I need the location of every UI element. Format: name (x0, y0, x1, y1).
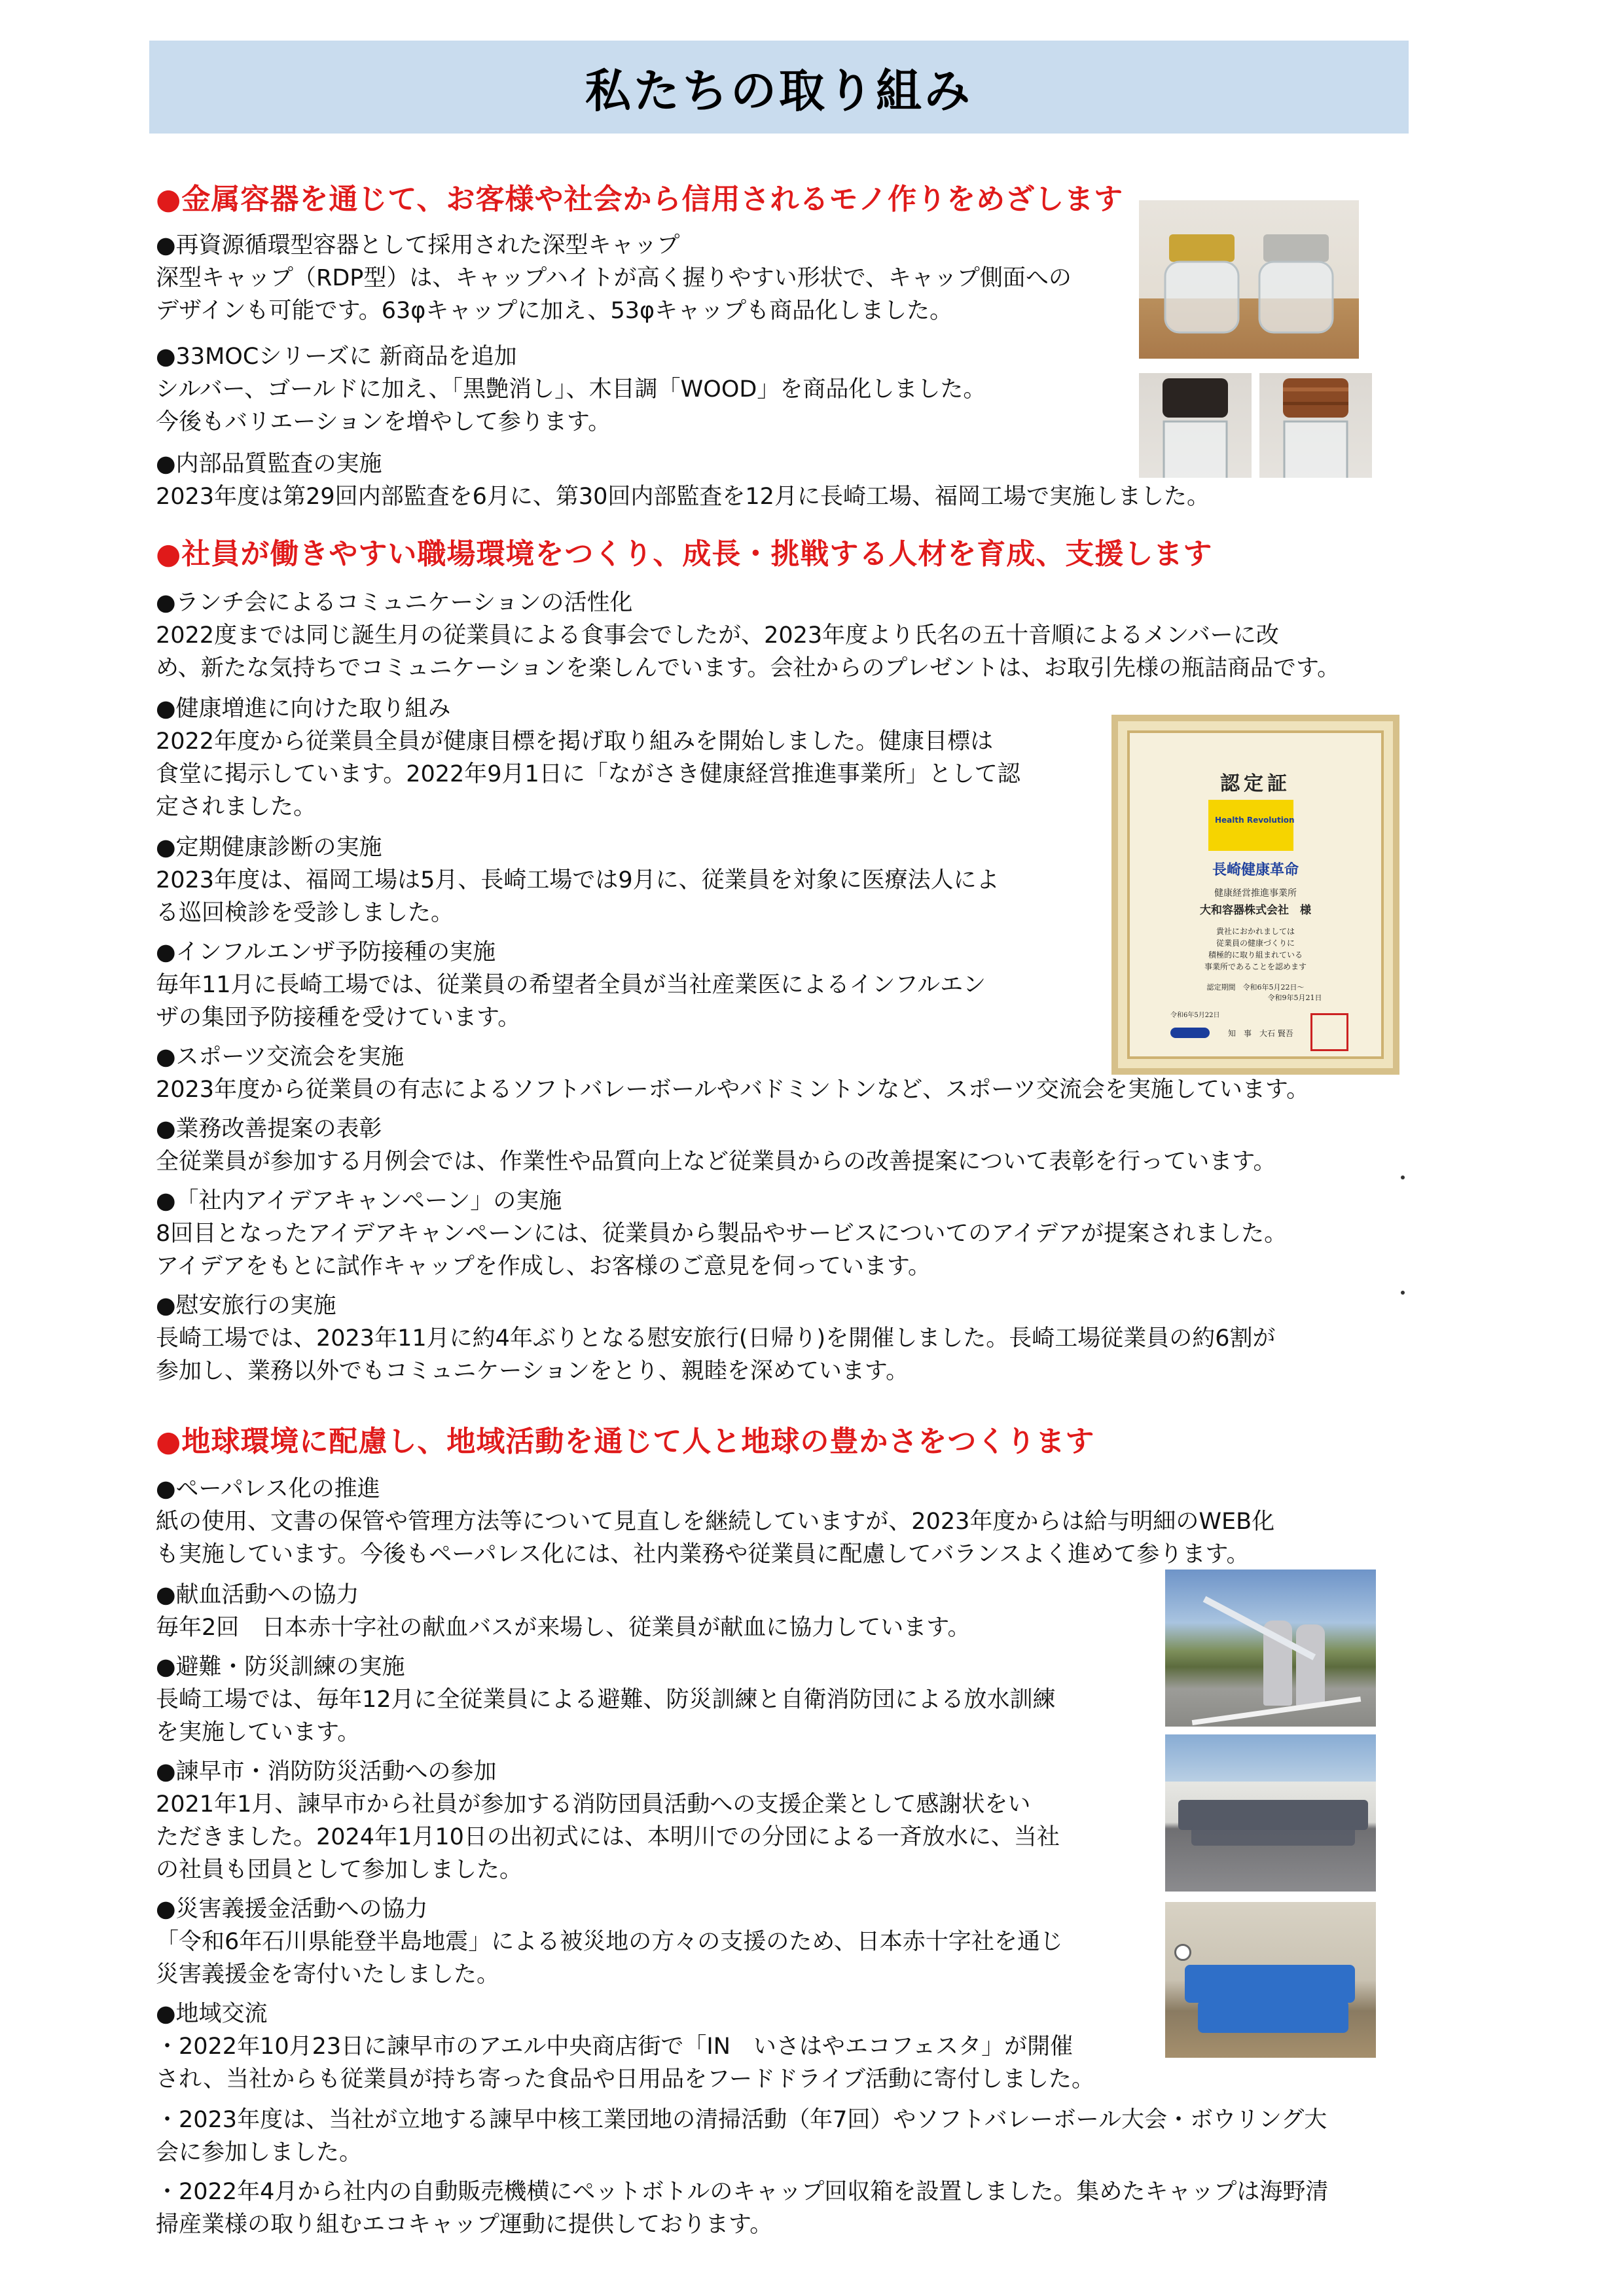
section-heading-work-environment: ●社員が働きやすい職場環境をつくり、成長・挑戦する人材を育成、支援します (156, 537, 1213, 571)
item-community-exchange (156, 1998, 1094, 2096)
item-text: め、新たな気持ちでコミュニケーションを楽しんでいます。会社からのプレゼントは、お取引先様の瓶詰商品です。 (156, 655, 1341, 681)
item-internal-audit (156, 448, 1210, 513)
item-heading: ●再資源循環型容器として採用された深型キャップ (156, 232, 680, 259)
item-health-checkup (156, 831, 1000, 929)
jar-photo-wood-cap (1259, 373, 1372, 478)
item-heading: ●ランチ会によるコミュニケーションの活性化 (156, 590, 633, 616)
item-flu-vaccination (156, 936, 986, 1034)
item-text: 今後もバリエーションを増やして参ります。 (156, 409, 611, 435)
certificate-title: 認定証 (1220, 772, 1291, 795)
silver-cap (1263, 234, 1329, 262)
item-eco-cap (156, 2176, 1328, 2241)
item-text: 深型キャップ（RDP型）は、キャップハイトが高く握りやすい形状で、キャップ側面への (156, 265, 1072, 291)
photo-new-year-fire-review (1165, 1734, 1376, 1892)
certificate-period: 認定期間 令和6年5月22日～ (1206, 983, 1305, 992)
wall-clock-icon (1174, 1944, 1191, 1961)
item-deep-cap (156, 229, 1072, 327)
item-heading: ●災害義援金活動への協力 (156, 1896, 428, 1922)
wood-grain-line (1283, 402, 1348, 405)
item-text: 8回目となったアイデアキャンペーンには、従業員から製品やサービスについてのアイデアが提案されました。 (156, 1221, 1288, 1247)
item-heading: ●定期健康診断の実施 (156, 834, 382, 861)
black-matte-cap (1163, 378, 1228, 418)
wood-grain-cap (1283, 378, 1348, 418)
item-text: 食堂に掲示しています。2022年9月1日に「ながさき健康経営推進事業所」として認 (156, 761, 1020, 787)
item-heading: ●避難・防災訓練の実施 (156, 1654, 405, 1680)
item-paperless (156, 1473, 1274, 1571)
section-heading-environment: ●地球環境に配慮し、地域活動を通じて人と地球の豊かさをつくります (156, 1425, 1095, 1458)
jar-illustration (1259, 373, 1372, 478)
item-text: 2023年度から従業員の有志によるソフトバレーボールやバドミントンなど、スポーツ交流会を実施しています。 (156, 1077, 1310, 1103)
person-in-protective-suit (1296, 1624, 1325, 1707)
page-title: 私たちの取り組み (585, 63, 973, 118)
stray-dot (1401, 1291, 1405, 1295)
item-text: 長崎工場では、毎年12月に全従業員による避難、防災訓練と自衛消防団による放水訓練 (156, 1687, 1056, 1713)
item-text: 参加し、業務以外でもコミュニケーションをとり、親睦を深めています。 (156, 1358, 909, 1384)
jar-photo-black-cap (1139, 373, 1252, 478)
item-lunch-meeting (156, 586, 1340, 685)
item-heading: ●「社内アイデアキャンペーン」の実施 (156, 1188, 562, 1214)
item-heading: ●33MOCシリーズに 新商品を追加 (156, 344, 517, 370)
item-text: 毎年2回 日本赤十字社の献血バスが来場し、従業員が献血に協力しています。 (156, 1615, 971, 1641)
certificate-subtitle: 健康経営推進事業所 (1214, 888, 1297, 899)
glass-jar (1259, 262, 1333, 332)
item-text: も実施しています。今後もペーパレス化には、社内業務や従業員に配慮してバランスよく進めて参ります。 (156, 1541, 1250, 1568)
jar-illustration (1139, 200, 1359, 359)
certificate-recipient: 大和容器株式会社 様 (1200, 904, 1311, 917)
item-heading: ●スポーツ交流会を実施 (156, 1044, 405, 1070)
item-text: 2021年1月、諫早市から社員が参加する消防団員活動への支援企業として感謝状をい (156, 1791, 1031, 1818)
glass-jar (1164, 422, 1227, 478)
certificate-period-end: 令和9年5月21日 (1267, 994, 1322, 1002)
item-text: 2022年度から従業員全員が健康目標を掲げ取り組みを開始しました。健康目標は (156, 728, 994, 755)
item-heading: ●慰安旅行の実施 (156, 1293, 336, 1319)
item-text: を実施しています。 (156, 1719, 361, 1746)
jar-illustration (1139, 373, 1252, 478)
item-text: 全従業員が参加する月例会では、作業性や品質向上など従業員からの改善提案について表彰を行っています。 (156, 1149, 1276, 1175)
photo-water-discharge-drill (1165, 1570, 1376, 1727)
item-text: 掃産業様の取り組むエコキャップ運動に提供しております。 (156, 2212, 773, 2238)
certificate-body-line: 従業員の健康づくりに (1216, 939, 1295, 948)
item-text: 災害義援金を寄付いたしました。 (156, 1962, 500, 1988)
item-text: 2022度までは同じ誕生月の従業員による食事会でしたが、2023年度より氏名の五十音順によるメンバーに改 (156, 622, 1279, 649)
item-text: 2023年度は第29回内部監査を6月に、第30回内部監査を12月に長崎工場、福岡工場で実施しました。 (156, 484, 1210, 510)
item-text: され、当社からも従業員が持ち寄った食品や日用品をフードドライブ活動に寄付しました。 (156, 2066, 1094, 2092)
item-disaster-donation (156, 1893, 1063, 1991)
item-heading: ●業務改善提案の表彰 (156, 1116, 382, 1142)
gold-cap (1169, 234, 1235, 262)
item-text: 長崎工場では、2023年11月に約4年ぶりとなる慰安旅行(日帰り)を開催しました。長崎工場従業員の約6割が (156, 1325, 1276, 1352)
item-text: アイデアをもとに試作キャップを作成し、お客様のご意見を伺っています。 (156, 1253, 931, 1280)
item-improvement-awards (156, 1113, 1276, 1178)
item-text: 毎年11月に長崎工場では、従業員の希望者全員が当社産業医によるインフルエン (156, 972, 986, 998)
glass-jar (1284, 422, 1347, 478)
item-33moc (156, 340, 986, 439)
item-text: 会に参加しました。 (156, 2140, 363, 2166)
item-text: 「令和6年石川県能登半島地震」による被災地の方々の支援のため、日本赤十字社を通じ (156, 1929, 1063, 1955)
item-health-promotion (156, 692, 1020, 823)
flag-logo (1208, 800, 1293, 851)
item-heading: ●健康増進に向けた取り組み (156, 696, 451, 722)
item-text: る巡回検診を受診しました。 (156, 900, 454, 926)
wood-grain-line (1283, 387, 1348, 391)
item-heading: ●地域交流 (156, 2001, 268, 2027)
item-text: ・2022年4月から社内の自動販売機横にペットボトルのキャップ回収箱を設置しました。集めたキャップは海野清 (156, 2179, 1329, 2205)
item-fire-brigade (156, 1755, 1060, 1886)
item-text: 紙の使用、文書の保管や管理方法等について見直しを継続していますが、2023年度からは給与明細のWEB化 (156, 1509, 1275, 1535)
photo-sports-group (1165, 1902, 1376, 2058)
item-blood-donation (156, 1579, 970, 1644)
flag-logo-text: Health Revolution (1215, 816, 1295, 825)
item-text: シルバー、ゴールドに加え、「黒艶消し」、木目調「WOOD」を商品化しました。 (156, 376, 986, 403)
item-text: 定されました。 (156, 794, 317, 820)
certificate-body-line: 貴社におかれましては (1216, 927, 1295, 936)
item-company-trip (156, 1289, 1275, 1388)
group-in-blue-shirts (1185, 1965, 1355, 2003)
section-heading-metal-containers: ●金属容器を通じて、お客様や社会から信用されるモノ作りをめざします (156, 183, 1124, 216)
item-text: の社員も団員として参加しました。 (156, 1857, 523, 1883)
certificate-brand: 長崎健康革命 (1212, 862, 1299, 878)
group-in-blue-shirts (1198, 2000, 1348, 2033)
official-seal-icon (1310, 1013, 1348, 1051)
certificate-body-line: 積極的に取り組まれている (1208, 950, 1303, 960)
certificate-body-line: 事業所であることを認めます (1204, 962, 1307, 971)
item-idea-campaign (156, 1185, 1287, 1283)
item-heading: ●諫早市・消防防災活動への参加 (156, 1759, 497, 1785)
item-text: 2023年度は、福岡工場は5月、長崎工場では9月に、従業員を対象に医療法人によ (156, 867, 1000, 893)
certificate-date: 令和6年5月22日 (1170, 1012, 1220, 1019)
glass-jar (1165, 262, 1238, 332)
title-banner (149, 41, 1409, 134)
item-heading: ●献血活動への協力 (156, 1582, 359, 1608)
item-evacuation-drill (156, 1651, 1056, 1749)
item-text: ・2022年10月23日に諫早市のアエル中央商店街で「IN いさはやエコフェスタ」が開催 (156, 2034, 1074, 2060)
item-heading: ●インフルエンザ予防接種の実施 (156, 939, 496, 965)
item-text: ただきました。2024年1月10日の出初式には、本明川での分団による一斉放水に、当社 (156, 1824, 1060, 1850)
row-of-firefighters (1191, 1826, 1355, 1846)
stray-dot (1401, 1175, 1405, 1179)
item-text: ザの集団予防接種を受けています。 (156, 1005, 521, 1031)
item-text: デザインも可能です。63φキャップに加え、53φキャップも商品化しました。 (156, 298, 953, 324)
item-heading: ●ペーパレス化の推進 (156, 1476, 380, 1502)
health-certificate-image (1111, 715, 1399, 1075)
item-community-cleanup (156, 2104, 1327, 2169)
item-heading: ●内部品質監査の実施 (156, 451, 382, 477)
jar-photo-deep-caps (1139, 200, 1359, 359)
item-text: ・2023年度は、当社が立地する諫早中核工業団地の清掃活動（年7回）やソフトバレーボール大会・ボウリング大 (156, 2107, 1327, 2133)
certificate-signer: 知 事 大石 賢吾 (1228, 1029, 1293, 1038)
